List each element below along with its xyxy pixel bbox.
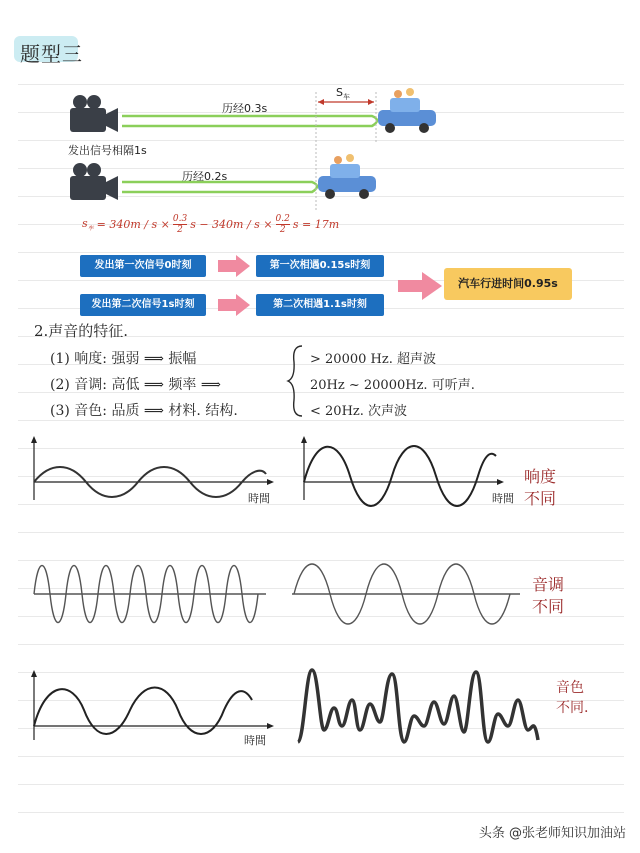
time-axis-label: 時間 bbox=[492, 492, 514, 505]
wave-small-amplitude bbox=[26, 436, 276, 510]
wave-low-frequency bbox=[290, 552, 522, 636]
car-icon bbox=[318, 154, 376, 199]
interval-label: 发出信号相隔1s bbox=[68, 144, 147, 157]
freq-infrasonic: < 20Hz. 次声波 bbox=[310, 404, 408, 419]
trip1-label: 历经0.3s bbox=[222, 102, 268, 115]
event-box-3: 发出第二次信号1s时刻 bbox=[80, 294, 206, 316]
page-title: 题型三 bbox=[20, 42, 83, 66]
wave-complex-timbre bbox=[290, 660, 552, 756]
pitch-diff-label: 音调 不同 bbox=[532, 575, 565, 616]
watermark-text: 头条 @张老师知识加油站 bbox=[478, 826, 626, 841]
event-box-1: 发出第一次信号0时刻 bbox=[80, 255, 206, 277]
notes-line-1: (1) 响度: 强弱 ⟹ 振幅 bbox=[50, 351, 197, 367]
event-box-4: 第二次相遇1.1s时刻 bbox=[256, 294, 384, 316]
arrow-icon bbox=[218, 294, 250, 316]
notes-line-2: (2) 音调: 高低 ⟹ 频率 ⟹ bbox=[50, 377, 221, 393]
result-box: 汽车行进时间0.95s bbox=[444, 268, 572, 300]
wave-pure-tone bbox=[26, 670, 276, 750]
arrow-icon bbox=[218, 255, 250, 277]
trip2-label: 历经0.2s bbox=[182, 170, 228, 183]
car-distance-label: $S_车$ bbox=[336, 86, 350, 102]
timbre-diff-label: 音色 不同. bbox=[556, 680, 589, 716]
event-box-2: 第一次相遇0.15s时刻 bbox=[256, 255, 384, 277]
wave-high-frequency bbox=[30, 552, 270, 636]
camera-icon bbox=[70, 163, 118, 200]
freq-audible: 20Hz ~ 20000Hz. 可听声. bbox=[310, 378, 475, 393]
signal-path-1 bbox=[122, 116, 377, 126]
time-axis-label: 時間 bbox=[244, 734, 266, 747]
camera-icon bbox=[70, 95, 118, 132]
arrows-layer bbox=[210, 252, 450, 322]
time-axis-label: 時間 bbox=[248, 492, 270, 505]
notes-line-3: (3) 音色: 品质 ⟹ 材料. 结构. bbox=[50, 403, 238, 419]
brace-icon bbox=[286, 344, 306, 418]
freq-ultrasonic: > 20000 Hz. 超声波 bbox=[310, 352, 436, 367]
distance-formula: $s_车$ = 340m / s × $\frac{0.3}{2}$ s − 340m / s × $\frac{0.2}{2}$ s = 17m bbox=[82, 214, 340, 235]
car-icon bbox=[378, 88, 436, 133]
wave-large-amplitude bbox=[296, 436, 510, 510]
notes-heading: 2.声音的特征. bbox=[34, 322, 129, 340]
loudness-diff-label: 响度 不同 bbox=[524, 467, 557, 508]
arrow-icon bbox=[398, 272, 442, 300]
